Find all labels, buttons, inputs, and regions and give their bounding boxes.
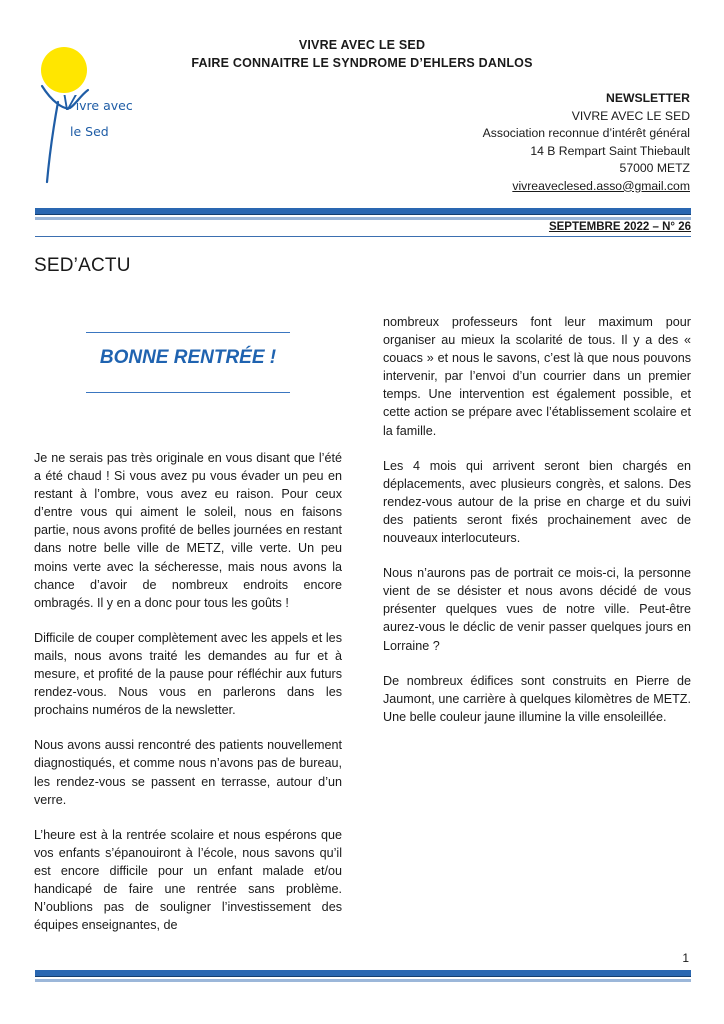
right-column (383, 313, 691, 743)
association-name: VIVRE AVEC LE SED (571, 108, 690, 123)
logo-initial: V (62, 91, 76, 115)
logo-text-line2: le Sed (70, 124, 109, 139)
banner-top-line (86, 332, 290, 333)
newsletter-subtitle: FAIRE CONNAITRE LE SYNDROME D’EHLERS DANLOS (191, 56, 533, 70)
paragraph: Nous avons aussi rencontré des patients nouvellement diagnostiqués, et comme nous n’avons pas de bureau, les rendez-vous se passent en terrasse, autour d’un verre. (34, 738, 342, 807)
banner-title: BONNE RENTRÉE ! (99, 347, 277, 368)
header-divider (35, 208, 691, 220)
paragraph: Je ne serais pas très originale en vous disant que l’été a été chaud ! Si vous avez pu vous évader un peu en restant à l’ombre, vous avez eu raison. Pour ceux d’entre vous qui aiment le soleil, nous en faisons partie, nous avons profité de belles journées en restant dans notre belle ville de METZ, ville verte. Un peu moins verte avec la sécheresse, mais nous avons la chance d’avoir de nombreux endroits encore ombragés. Il y en a donc pour tous les goûts ! (34, 451, 342, 610)
association-logo (30, 44, 140, 194)
sun-figure-icon (30, 44, 140, 194)
footer-divider (35, 970, 691, 982)
email-link[interactable]: vivreaveclesed.asso@gmail.com (512, 178, 690, 193)
paragraph: nombreux professeurs font leur maximum pour organiser au mieux la scolarité de tous. Il y a des « couacs » et nous le savons, c’est là que nous pouvons intervenir, par l’envoi d’un courrier dans un premier temps. Une intervention est également possible, et cette action se prépare avec l’établissement scolaire et la famille. (383, 315, 691, 438)
paragraph: L’heure est à la rentrée scolaire et nous espérons que vos enfants s’épanouiront à l’école, nous savons qu’il est encore difficile pour un enfant malade et/ou handicapé de faire une rentrée sans problème. N’oublions pas de souligner l’investissement des équipes enseignantes, de (34, 827, 342, 933)
section-title: SED’ACTU (34, 255, 131, 276)
logo-text-line1: ivre avec (75, 98, 133, 113)
paragraph: Difficile de couper complètement avec les appels et les mails, nous avons traité les demandes au fur et à mesure, et profité de la pause pour réfléchir aux futurs rendez-vous. Nous vous en parlerons dans les prochains numéros de la newsletter. (34, 630, 342, 718)
issue-underline (35, 236, 691, 237)
newsletter-title: VIVRE AVEC LE SED (298, 38, 426, 52)
city-address: 57000 METZ (619, 161, 690, 175)
left-column (34, 449, 342, 951)
paragraph: Nous n’aurons pas de portrait ce mois-ci, la personne vient de se désister et nous avons décidé de vous présenter quelques vues de notre ville. Peut-être aurez-vous le déclic de venir passer quelques jours en Lorraine ? (383, 566, 691, 653)
banner-bottom-line (86, 392, 290, 393)
page-number: 1 (682, 951, 689, 965)
paragraph: De nombreux édifices sont construits en Pierre de Jaumont, une carrière à quelques kilomètres de METZ. Une belle couleur jaune illumine la ville ensoleillée. (383, 673, 691, 724)
newsletter-label: NEWSLETTER (606, 91, 690, 105)
contact-block (483, 90, 690, 195)
association-status: Association reconnue d’intérêt général (482, 126, 690, 140)
street-address: 14 B Rempart Saint Thiebault (530, 143, 690, 158)
issue-date: SEPTEMBRE 2022 – N° 26 (548, 221, 691, 233)
paragraph: Les 4 mois qui arrivent seront bien chargés en déplacements, avec plusieurs congrès, et salons. Des rendez-vous autour de la prise en charge et du suivi des patients seront fixés prochainement avec de nouveaux interlocuteurs. (383, 458, 691, 546)
